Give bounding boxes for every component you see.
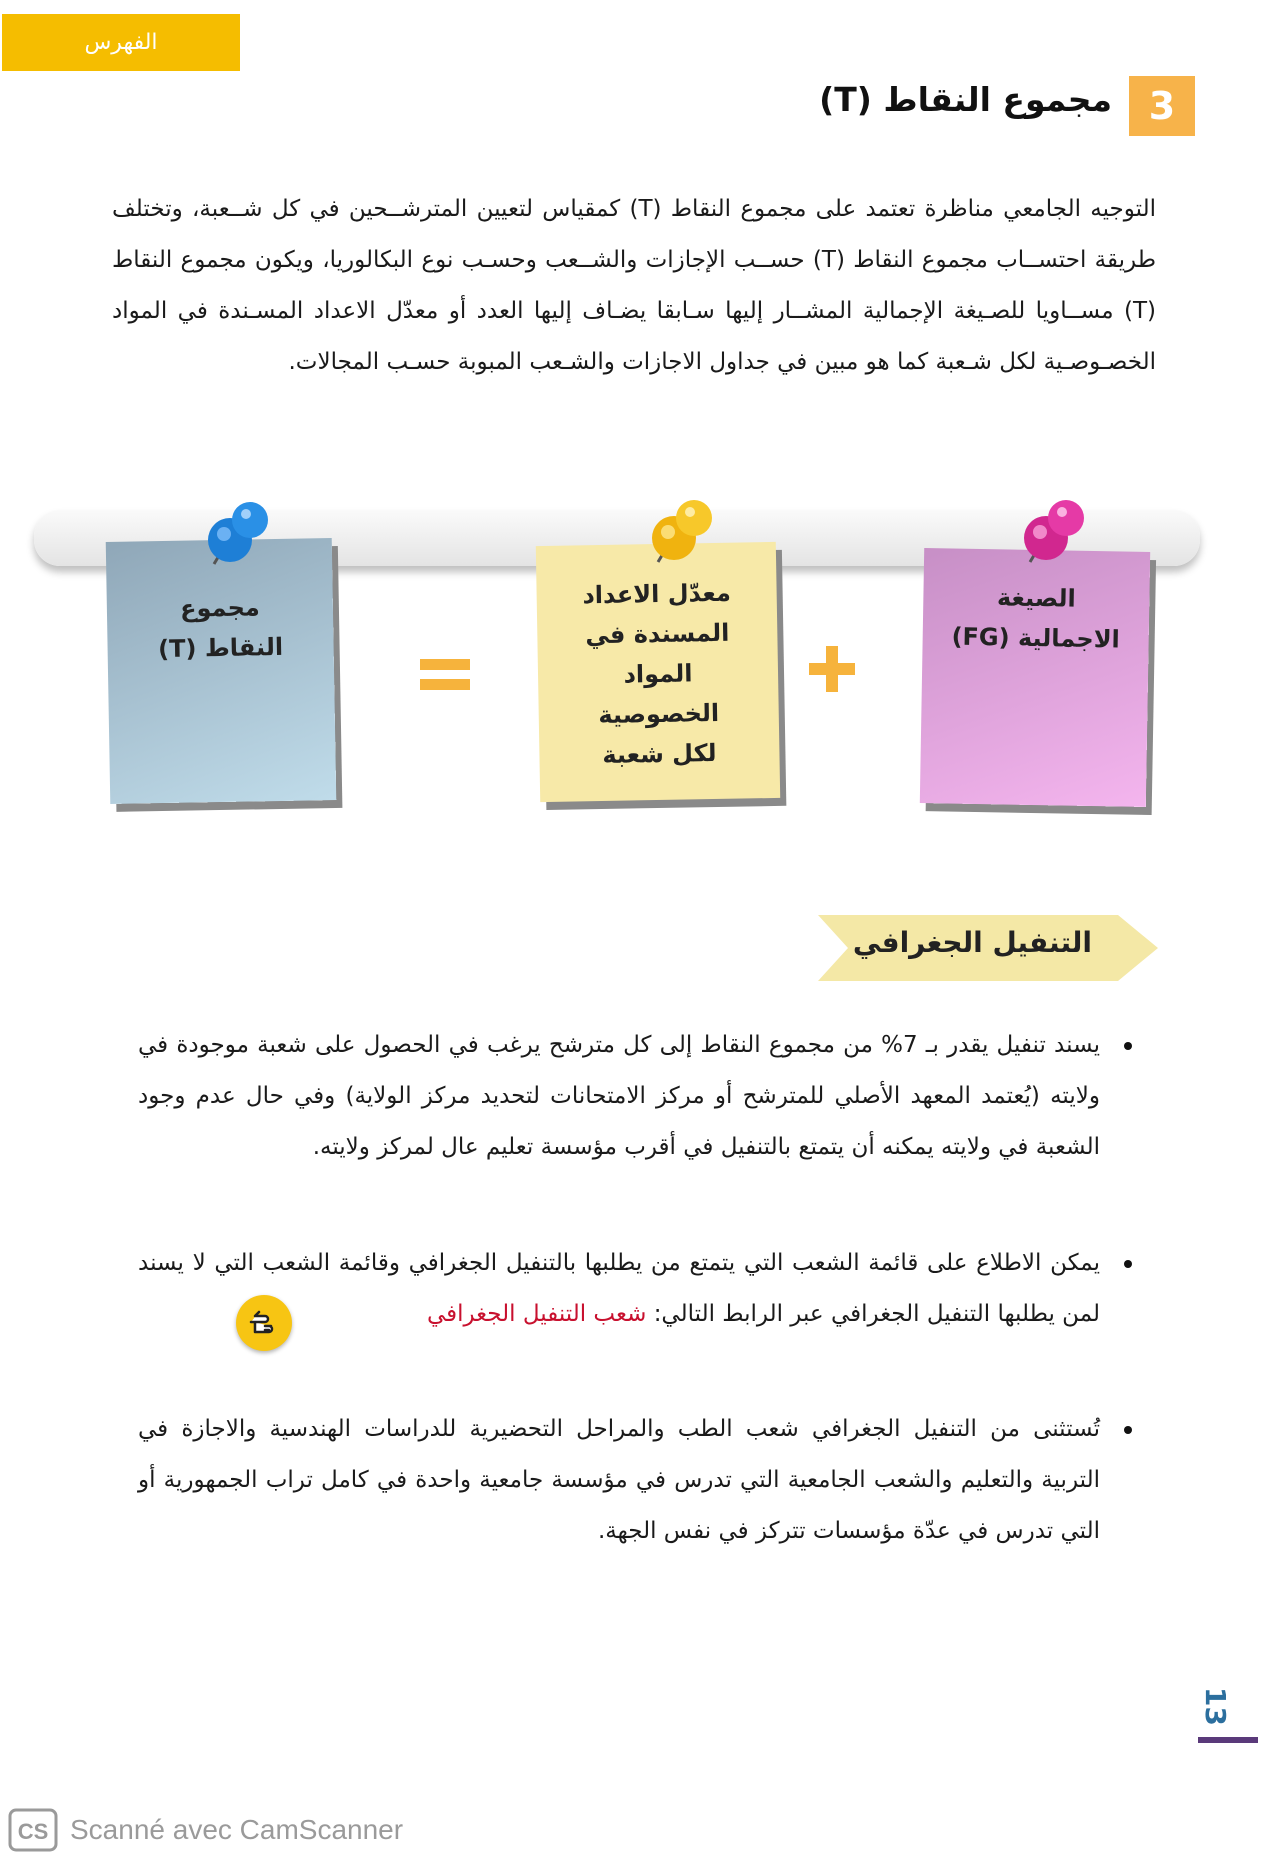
plus-icon	[809, 646, 855, 692]
page-number-underline	[1198, 1737, 1258, 1743]
camscanner-logo-text: CS	[17, 1819, 49, 1844]
camscanner-logo-icon	[8, 1808, 58, 1852]
blue-pushpin-icon	[196, 490, 280, 574]
page-number: 13	[1198, 1687, 1232, 1726]
equals-icon	[420, 655, 470, 695]
note-formula-line: الاجمالية (FG)	[951, 622, 1121, 654]
camscanner-watermark-text: Scanné avec CamScanner	[70, 1814, 404, 1845]
intro-paragraph: التوجيه الجامعي مناظرة تعتمد على مجموع النقاط (T) كمقياس لتعيين المترشــحين في كل شــعبة، وتختلف طريقة احتســاب مجموع النقاط (T) حســب الإجازات والشــعب وحسـب نوع البكالوريا، ويكون مجموع النقاط (T) مســاويا للصـيغة الإجمالية المشــار إليها سـابقا يضـاف إليها العدد أو معدّل الاعداد المسـندة في المواد الخصـوصـية لكل شـعبة كما هو مبين في جداول الاجازات والشـعب المبوبة حسـب المجالات.	[112, 196, 1157, 375]
note-global-formula	[920, 548, 1150, 807]
note-total-line: النقاط (T)	[157, 632, 284, 664]
bullet-geo-list-text: يمكن الاطلاع على قائمة الشعب التي يتمتع من يطلبها بالتنفيل الجغرافي وقائمة الشعب التي لا يسند لمن يطلبها التنفيل الجغرافي عبر الرابط التالي:	[138, 1250, 1100, 1327]
note-average-line: الخصوصية	[598, 698, 720, 730]
pointing-hand-icon[interactable]	[236, 1295, 292, 1351]
bullet-dot	[1124, 1260, 1132, 1268]
bullet-dot	[1124, 1426, 1132, 1434]
geo-bonus-link[interactable]: شعب التنفيل الجغرافي	[426, 1301, 647, 1327]
note-average-line: معدّل الاعداد	[582, 578, 732, 610]
note-total-line: مجموع	[179, 593, 260, 623]
bullet-geo-exceptions: تُستثنى من التنفيل الجغرافي شعب الطب والمراحل التحضيرية للدراسات الهندسية والاجازة في التربية والتعليم والشعب الجامعية التي تدرس في مؤسسة جامعية واحدة في كامل تراب الجمهورية أو التي تدرس في عدّة مؤسسات تتركز في نفس الجهة.	[138, 1416, 1100, 1544]
note-average-line: لكل شعبة	[602, 738, 717, 769]
yellow-pushpin-icon	[640, 488, 724, 572]
section-number: 3	[1148, 84, 1176, 128]
note-formula-line: الصيغة	[996, 583, 1077, 613]
index-tab-label: الفهرس	[84, 30, 158, 55]
note-total-points	[106, 538, 337, 804]
pink-pushpin-icon	[1012, 488, 1096, 572]
bullet-dot	[1124, 1042, 1132, 1050]
bullet-geo-bonus: يسند تنفيل يقدر بـ 7% من مجموع النقاط إلى كل مترشح يرغب في الحصول على شعبة موجودة في ولايته (يُعتمد المعهد الأصلي للمترشح أو مركز الامتحانات لتحديد مركز الولاية) وفي حال عدم وجود الشعبة في ولايته يمكنه أن يتمتع بالتنفيل في أقرب مؤسسة تعليم عال لمركز ولايته.	[138, 1032, 1100, 1160]
index-tab-button[interactable]	[2, 14, 240, 71]
section-number-badge	[1129, 76, 1195, 136]
geo-section-title: التنفيل الجغرافي	[852, 926, 1092, 959]
note-average-line: المسندة في	[585, 618, 730, 650]
hand-glyph-icon	[247, 1308, 281, 1338]
section-title: مجموع النقاط (T)	[819, 80, 1112, 119]
note-average-line: المواد	[623, 659, 693, 689]
note-specific-average	[536, 542, 780, 802]
